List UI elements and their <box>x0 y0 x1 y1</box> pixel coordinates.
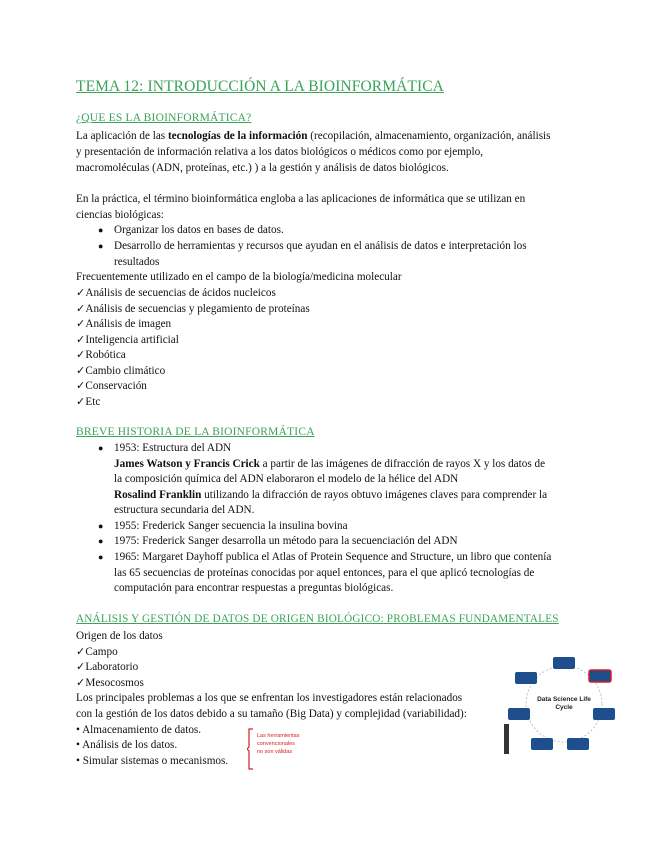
data-science-life-cycle-diagram <box>503 652 625 760</box>
paragraph-line: con la gestión de los datos debido a su tamaño (Big Data) y complejidad (variabilidad): <box>76 708 467 720</box>
check-item: ✓Análisis de secuencias y plegamiento de proteínas <box>76 303 310 315</box>
check-item: ✓Laboratorio <box>76 661 139 673</box>
check-item: ✓Análisis de secuencias de ácidos nucleicos <box>76 287 276 299</box>
list-item: Organizar los datos en bases de datos. <box>114 224 284 236</box>
cycle-node <box>553 657 575 669</box>
check-item: ✓Mesocosmos <box>76 677 144 689</box>
list-item: computación para encontrar respuestas a preguntas biológicas. <box>114 582 394 594</box>
bullet-dot-icon: ● <box>98 443 104 453</box>
check-item: ✓Conservación <box>76 380 147 392</box>
section-heading-what-is: ¿QUE ES LA BIOINFORMÁTICA? <box>76 112 252 124</box>
list-item: Rosalind Franklin utilizando la difracción de rayos obtuvo imágenes claves para comprender la <box>114 489 548 501</box>
paragraph-line: macromoléculas (ADN, proteínas, etc.) ) a la gestión y análisis de datos biológicos. <box>76 162 449 174</box>
problem-item: • Almacenamiento de datos. <box>76 724 202 736</box>
bullet-dot-icon: ● <box>98 521 104 531</box>
cycle-node-highlighted <box>589 670 611 682</box>
list-item: 1965: Margaret Dayhoff publica el Atlas of Protein Sequence and Structure, un libro que contenía <box>114 551 552 563</box>
list-item: James Watson y Francis Crick a partir de las imágenes de difracción de rayos X y los datos de <box>114 458 546 470</box>
check-item: ✓Cambio climático <box>76 365 166 377</box>
page-title: TEMA 12: INTRODUCCIÓN A LA BIOINFORMÁTICA <box>76 78 444 95</box>
check-item: ✓Etc <box>76 396 101 408</box>
bullet-dot-icon: ● <box>98 536 104 546</box>
check-item: ✓Inteligencia artificial <box>76 334 179 346</box>
cycle-node <box>593 708 615 720</box>
paragraph-line: La aplicación de las tecnologías de la información (recopilación, almacenamiento, organización, análisis <box>76 130 551 142</box>
note-line: convencionales <box>257 741 295 747</box>
check-item: ✓Campo <box>76 646 118 658</box>
list-item: 1975: Frederick Sanger desarrolla un método para la secuenciación del ADN <box>114 535 458 547</box>
handwritten-note <box>247 727 317 771</box>
bracket-shape <box>247 729 253 769</box>
paragraph-line: Origen de los datos <box>76 630 163 642</box>
list-item: resultados <box>114 256 160 268</box>
paragraph-line: Frecuentemente utilizado en el campo de la biología/medicina molecular <box>76 271 402 283</box>
cycle-node <box>567 738 589 750</box>
check-item: ✓Análisis de imagen <box>76 318 172 330</box>
bullet-dot-icon: ● <box>98 552 104 562</box>
list-item: 1955: Frederick Sanger secuencia la insulina bovina <box>114 520 348 532</box>
bullet-dot-icon: ● <box>98 241 104 251</box>
diagram-title: Data Science Life <box>537 696 591 703</box>
figure-stand <box>504 724 509 754</box>
cycle-node <box>515 672 537 684</box>
problem-item: • Simular sistemas o mecanismos. <box>76 755 229 767</box>
cycle-node <box>531 738 553 750</box>
list-item: las 65 secuencias de proteínas conocidas por aquel entonces, para el que aplicó tecnologías de <box>114 567 535 579</box>
paragraph-line: y presentación de información relativa a los datos biológicos o médicos como por ejemplo, <box>76 146 483 158</box>
diagram-title: Cycle <box>555 704 573 711</box>
cycle-node <box>508 708 530 720</box>
list-item: la composición química del ADN elaboraron el modelo de la hélice del ADN <box>114 473 459 485</box>
list-item: Desarrollo de herramientas y recursos que ayudan en el análisis de datos e interpretación los <box>114 240 527 252</box>
bullet-dot-icon: ● <box>98 225 104 235</box>
paragraph-line: En la práctica, el término bioinformática engloba a las aplicaciones de informática que se utilizan en <box>76 193 526 205</box>
section-heading-history: BREVE HISTORIA DE LA BIOINFORMÁTICA <box>76 426 315 438</box>
list-item: estructura secundaria del ADN. <box>114 504 255 516</box>
list-item: 1953: Estructura del ADN <box>114 442 232 454</box>
section-heading-analysis: ANÁLISIS Y GESTIÓN DE DATOS DE ORIGEN BIOLÓGICO: PROBLEMAS FUNDAMENTALES <box>76 613 559 625</box>
paragraph-line: Los principales problemas a los que se enfrentan los investigadores están relacionados <box>76 692 463 704</box>
check-item: ✓Robótica <box>76 349 126 361</box>
problem-item: • Análisis de los datos. <box>76 739 178 751</box>
note-line: Las herramientas <box>257 733 300 739</box>
paragraph-line: ciencias biológicas: <box>76 209 164 221</box>
note-line: no son válidas <box>257 749 293 755</box>
